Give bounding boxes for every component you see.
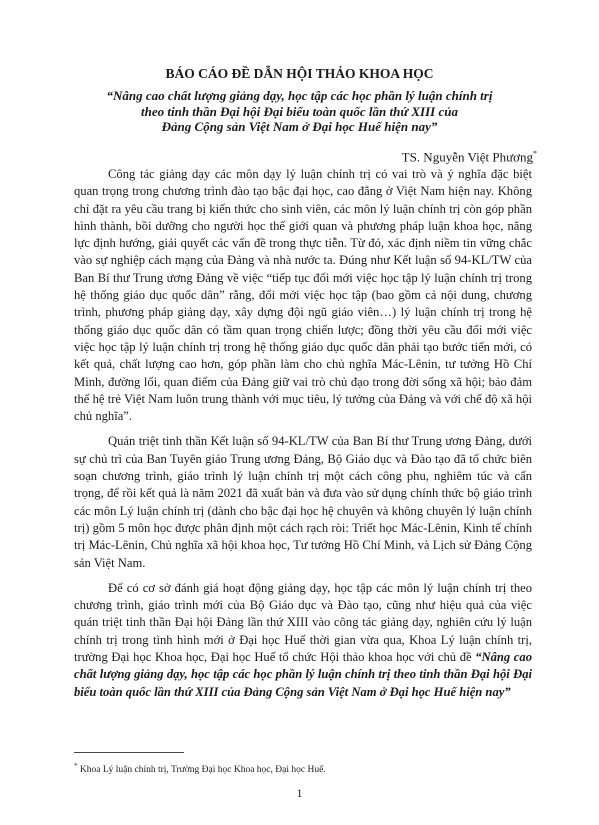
document-title: BÁO CÁO ĐỀ DẪN HỘI THẢO KHOA HỌC xyxy=(165,66,434,81)
footnote xyxy=(74,760,532,776)
author-line xyxy=(402,146,537,164)
footnote-mark: * xyxy=(74,762,78,770)
paragraph-final-text: Để có cơ sở đánh giá hoạt động giảng dạy, học tập các môn lý luận chính trị theo chương trình, giáo trình mới của Bộ Giáo dục và Đào tạo, cũng như hiệu quả của việc quán triệt tinh thần Đại hội Đảng lần thứ XIII vào công tác giảng dạy, nghiên cứu lý luận chính trị trong tình hình mới ở Đại học Huế thời gian vừa qua, Khoa Lý luận chính trị, trường Đại học Khoa học, Đại học Huế tổ chức Hội thảo khoa học với chủ đề xyxy=(74,580,532,665)
paragraph-final xyxy=(74,580,532,701)
document-subtitle xyxy=(60,88,539,135)
author-name: TS. Nguyễn Việt Phương xyxy=(401,149,533,165)
footnote-divider xyxy=(74,752,184,753)
footnote-text: Khoa Lý luận chính trị, Trường Đại học Khoa học, Đại học Huế. xyxy=(79,765,326,776)
conference-topic: “Nâng cao chất lượng giảng dạy, học tập các học phần lý luận chính trị theo tinh thần Đại hội Đại biểu toàn quốc lần thứ XIII của Đảng Cộng sản Việt Nam ở Đại học Huế hiện nay” xyxy=(74,650,532,699)
subtitle-line: theo tinh thần Đại hội Đại biểu toàn quốc lần thứ XIII của xyxy=(141,103,458,119)
paragraph: Quán triệt tinh thần Kết luận số 94-KL/TW của Ban Bí thư Trung ương Đảng, dưới sự chủ trì của Ban Tuyên giáo Trung ương Đảng, Bộ Giáo dục và Đào tạo đã tổ chức biên soạn chương trình, giáo trình lý luận chính trị một cách công phu, nghiêm túc và cẩn trọng, để rồi kết quả là năm 2021 đã xuất bản và đưa vào sử dụng chính thức bộ giáo trình các môn Lý luận chính trị (dành cho bậc đại học hệ chuyên và không chuyên lý luận chính trị) gồm 5 môn học được phân định một cách rạch ròi: Triết học Mác-Lênin, Kinh tế chính trị Mác-Lênin, Chủ nghĩa xã hội khoa học, Tư tưởng Hồ Chí Minh, và Lịch sử Đảng Cộng sản Việt Nam. xyxy=(74,434,532,570)
paragraph: Công tác giảng dạy các môn dạy lý luận chính trị có vai trò và ý nghĩa đặc biệt quan trọng trong chương trình đào tạo bậc đại học, cao đẳng ở Việt Nam hiện nay. Không chỉ đặt ra yêu cầu trang bị kiến thức cho sinh viên, các môn lý luận chính trị còn góp phần hình thành, bồi dưỡng cho người học thế giới quan và phương pháp luận khoa học, năng lực định hướng, giải quyết các vấn đề trong thực tiễn. Từ đó, xác định niềm tin vững chắc vào sự nghiệp cách mạng của Đảng và nhà nước ta. Đúng như Kết luận số 94-KL/TW của Ban Bí thư Trung ương Đảng về việc “tiếp tục đổi mới việc học tập lý luận chính trị trong hệ thống giáo dục quốc dân” rằng, đổi mới việc học tập (bao gồm cả nội dung, chương trình, phương pháp giảng dạy, xây dựng đội ngũ giáo viên…) lý luận chính trị trong hệ thống giáo dục quốc dân có tầm quan trọng chiến lược; đồng thời yêu cầu đổi mới việc việc học tập lý luận chính trị trong hệ thống giáo dục quốc dân phải tạo bước tiến mới, có kết quả, chất lượng cao hơn, góp phần làm cho chủ nghĩa Mác-Lênin, tư tưởng Hồ Chí Minh, đường lối, quan điểm của Đảng giữ vai trò chủ đạo trong đời sống xã hội; bảo đảm thế hệ trẻ Việt Nam luôn trung thành với mục tiêu, lý tưởng của Đảng và với chế độ xã hội chủ nghĩa”. xyxy=(74,167,532,424)
page-number: 1 xyxy=(296,786,303,800)
subtitle-line: “Nâng cao chất lượng giảng dạy, học tập các học phần lý luận chính trị xyxy=(106,88,493,103)
subtitle-line: Đảng Cộng sản Việt Nam ở Đại học Huế hiện nay” xyxy=(161,119,438,134)
author-footnote-mark: * xyxy=(533,149,537,158)
body-text xyxy=(74,166,532,709)
